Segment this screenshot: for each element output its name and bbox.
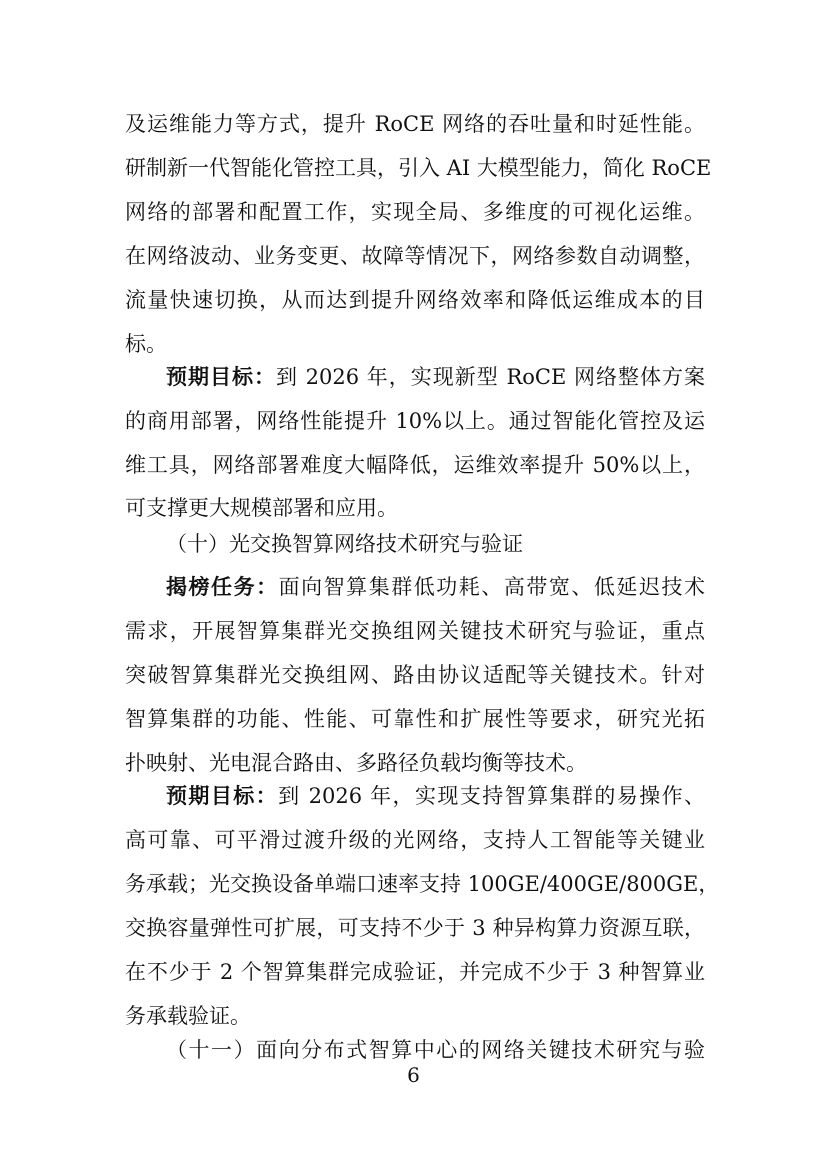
paragraph-line: 务承载；光交换设备单端口速率支持 100GE/400GE/800GE， <box>125 872 720 896</box>
paragraph-line: 智算集群的功能、性能、可靠性和扩展性等要求，研究光拓 <box>125 707 705 731</box>
paragraph-line: 交换容量弹性可扩展，可支持不少于 3 种异构算力资源互联， <box>125 916 705 940</box>
paragraph-line: 流量快速切换，从而达到提升网络效率和降低运维成本的目 <box>125 288 705 312</box>
section-heading: （十）光交换智算网络技术研究与验证 <box>166 532 523 556</box>
paragraph-text: 到 2026 年，实现新型 RoCE 网络整体方案 <box>276 365 705 389</box>
paragraph-first-line <box>166 357 705 397</box>
section-heading: （十一）面向分布式智算中心的网络关键技术研究与验 <box>166 1038 705 1062</box>
paragraph-line: 高可靠、可平滑过渡升级的光网络，支持人工智能等关键业 <box>125 828 705 852</box>
page-number: 6 <box>407 1063 420 1087</box>
paragraph-line: 扑映射、光电混合路由、多路径负载均衡等技术。 <box>125 751 587 775</box>
paragraph-line: 务承载验证。 <box>125 1004 251 1028</box>
paragraph-line: 需求，开展智算集群光交换组网关键技术研究与验证，重点 <box>125 619 705 643</box>
paragraph-text: 面向智算集群低功耗、高带宽、低延迟技术 <box>278 575 705 599</box>
paragraph-line: 在不少于 2 个智算集群完成验证，并完成不少于 3 种智算业 <box>125 960 705 984</box>
paragraph-line: 在网络波动、业务变更、故障等情况下，网络参数自动调整， <box>125 244 705 268</box>
paragraph-first-line <box>166 776 705 816</box>
paragraph-first-line <box>166 567 705 607</box>
paragraph-line: 标。 <box>125 332 167 356</box>
paragraph-line: 维工具，网络部署难度大幅降低，运维效率提升 50%以上， <box>125 453 705 477</box>
paragraph-line: 突破智算集群光交换组网、路由协议适配等关键技术。针对 <box>125 663 705 687</box>
expected-goal-label: 预期目标： <box>166 364 276 389</box>
task-label: 揭榜任务： <box>166 574 279 599</box>
paragraph-line: 的商用部署，网络性能提升 10%以上。通过智能化管控及运 <box>125 409 705 433</box>
paragraph-line: 可支撑更大规模部署和应用。 <box>125 496 398 520</box>
paragraph-text: 到 2026 年，实现支持智算集群的易操作、 <box>278 784 705 808</box>
expected-goal-label: 预期目标： <box>166 783 279 808</box>
paragraph-line: 网络的部署和配置工作，实现全局、多维度的可视化运维。 <box>125 200 705 224</box>
paragraph-line: 及运维能力等方式，提升 RoCE 网络的吞吐量和时延性能。 <box>125 112 705 136</box>
paragraph-line: 研制新一代智能化管控工具，引入 AI 大模型能力，简化 RoCE <box>125 156 712 180</box>
